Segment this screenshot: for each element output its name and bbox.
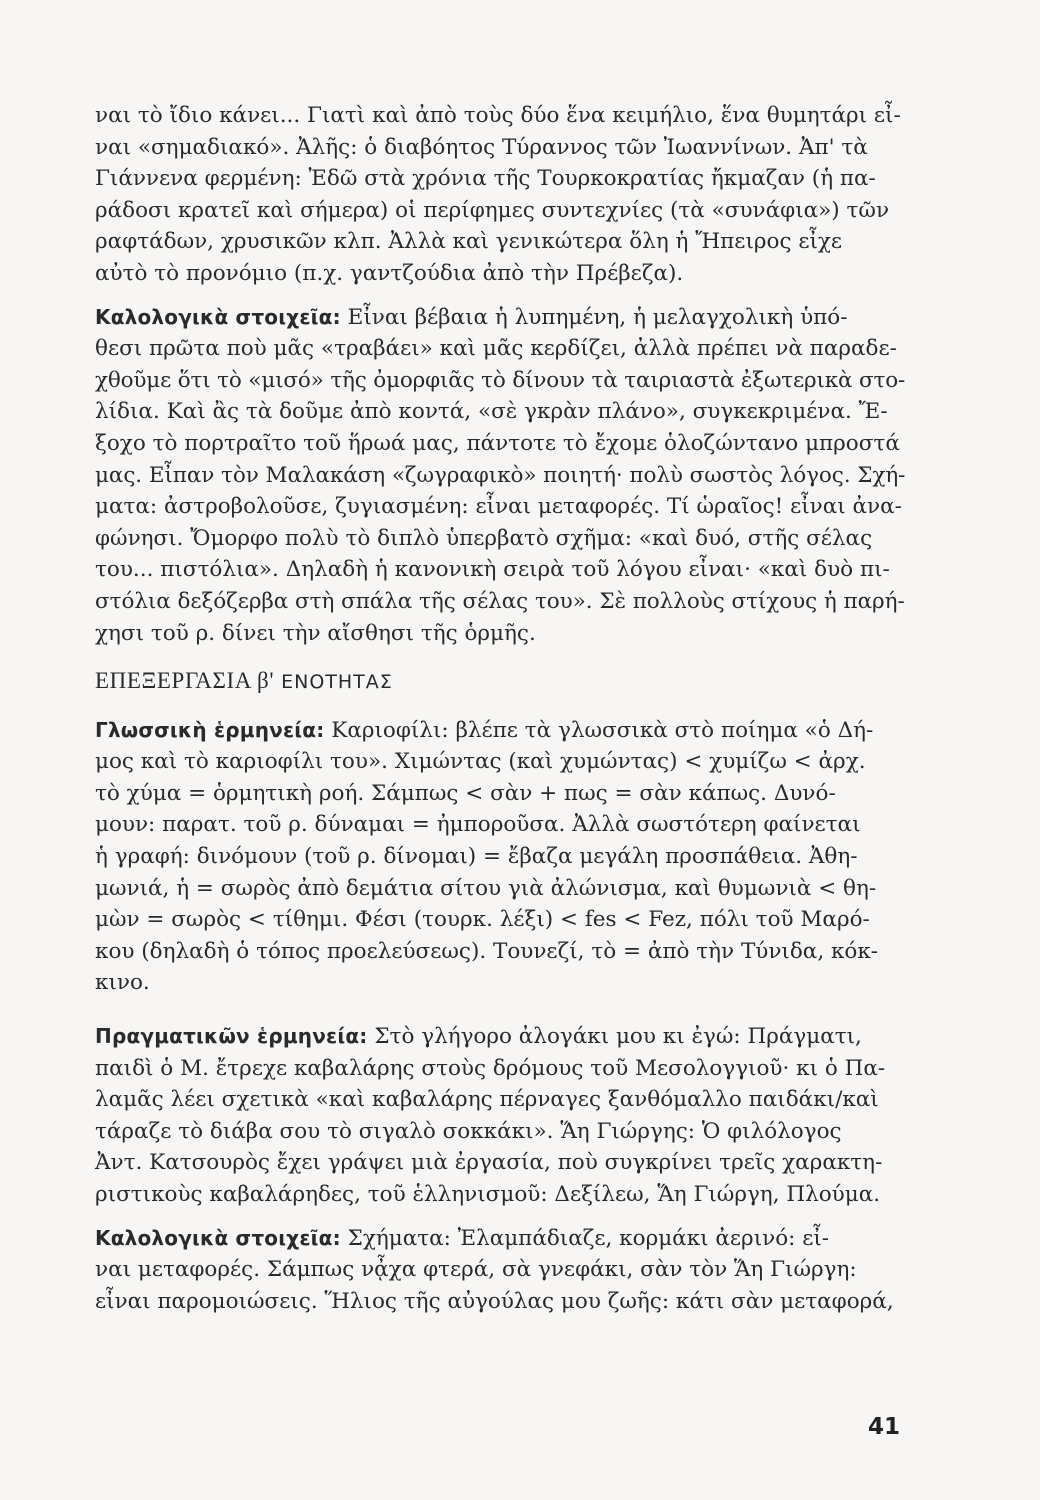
text-line: ναι μεταφορές. Σάμπως νᾆχα φτερά, σὰ γνεφάκι, σὰν τὸν Ἅη Γιώργη: [95, 1257, 857, 1283]
paragraph-4 [95, 1021, 905, 1211]
text-line [95, 302, 905, 334]
text-run: Εἶναι βέβαια ἡ λυπημένη, ἡ μελαγχολικὴ ὑπό- [340, 304, 848, 330]
paragraph-5 [95, 1223, 905, 1318]
text-run: Στὸ γλήγορο ἀλογάκι μου κι ἐγώ: Πράγματι, [367, 1024, 862, 1050]
text-line: Γιάννενα φερμένη: Ἐδῶ στὰ χρόνια τῆς Τουρκοκρατίας ἤκμαζαν (ἡ πα- [95, 166, 876, 192]
text-line: ράδοσι κρατεῖ καὶ σήμερα) οἱ περίφημες συντεχνίες (τὰ «συνάφια») τῶν [95, 197, 890, 223]
text-line: αὐτὸ τὸ προνόμιο (π.χ. γαντζούδια ἀπὸ τὴν Πρέβεζα). [95, 260, 684, 286]
text-line [95, 715, 905, 747]
paragraph-heading: Καλολογικὰ στοιχεῖα: [95, 1225, 341, 1250]
text-line: ναι «σημαδιακό». Ἀλῆς: ὁ διαβόητος Τύραννος τῶν Ἰωαννίνων. Ἀπ' τὰ [95, 134, 868, 160]
text-line [95, 1021, 905, 1053]
text-line: ριστικοὺς καβαλάρηδες, τοῦ ἑλληνισμοῦ: Δεξίλεω, Ἅη Γιώργη, Πλούμα. [95, 1182, 881, 1207]
text-line: μουν: παρατ. τοῦ ρ. δύναμαι = ἠμποροῦσα. Ἀλλὰ σωστότερη φαίνεται [95, 812, 861, 838]
text-line: κινο. [95, 970, 150, 996]
text-line: κου (δηλαδὴ ὁ τόπος προελεύσεως). Τουνεζί, τὸ = ἀπὸ τὴν Τύνιδα, κόκ- [95, 938, 879, 964]
text-line: εἶναι παρομοιώσεις. Ἥλιος τῆς αὐγούλας μου ζωῆς: κάτι σὰν μεταφορά, [95, 1288, 894, 1314]
text-line: ραφτάδων, χρυσικῶν κλπ. Ἀλλὰ καὶ γενικώτερα ὅλη ἡ Ἤπειρος εἶχε [95, 229, 843, 255]
text-line: ναι τὸ ἴδιο κάνει... Γιατὶ καὶ ἀπὸ τοὺς δύο ἕνα κειμήλιο, ἕνα θυμητάρι εἶ- [95, 103, 901, 128]
text-line: μος καὶ τὸ καριοφίλι του». Χιμώντας (καὶ χυμώντας) < χυμίζω < ἀρχ. [95, 749, 866, 775]
text-line: θεσι πρῶτα ποὺ μᾶς «τραβάει» καὶ μᾶς κερδίζει, ἀλλὰ πρέπει νὰ παραδε- [95, 336, 897, 362]
text-line: χθοῦμε ὅτι τὸ «μισό» τῆς ὀμορφιᾶς τὸ δίνουν τὰ ταιριαστὰ ἐξωτερικὰ στο- [95, 367, 906, 393]
paragraph-2 [95, 302, 905, 650]
page-number: 41 [867, 1414, 900, 1440]
paragraph-1 [95, 100, 905, 290]
text-line: λαμᾶς λέει σχετικὰ «καὶ καβαλάρης πέρναγες ξανθόμαλλο παιδάκι/καὶ [95, 1087, 879, 1113]
text-line: λίδια. Καὶ ἂς τὰ δοῦμε ἀπὸ κοντά, «σὲ γκρὰν πλάνο», συγκεκριμένα. Ἔ- [95, 399, 888, 425]
text-line: μωνιά, ἡ = σωρὸς ἀπὸ δεμάτια σίτου γιὰ ἀλώνισμα, καὶ θυμωνιὰ < θη- [95, 875, 877, 901]
text-line: φώνησι. Ὄμορφο πολὺ τὸ διπλὸ ὑπερβατὸ σχῆμα: «καὶ δυό, στῆς σέλας [95, 525, 873, 551]
text-line: Ἀντ. Κατσουρὸς ἔχει γράψει μιὰ ἐργασία, ποὺ συγκρίνει τρεῖς χαρακτη- [95, 1150, 883, 1176]
section-title-suffix: ΕΝΟΤΗΤΑΣ [274, 671, 393, 694]
text-line: στόλια δεξόζερβα στὴ σπάλα τῆς σέλας του». Σὲ πολλοὺς στίχους ἡ παρή- [95, 588, 905, 614]
paragraph-3 [95, 715, 905, 999]
text-line: ἡ γραφή: δινόμουν (τοῦ ρ. δίνομαι) = ἔβαζα μεγάλη προσπάθεια. Ἀθη- [95, 844, 858, 870]
text-line: μας. Εἶπαν τὸν Μαλακάση «ζωγραφικὸ» ποιητή· πολὺ σωστὸς λόγος. Σχή- [95, 462, 906, 488]
text-line: ματα: ἀστροβολοῦσε, ζυγιασμένη: εἶναι μεταφορές. Τί ὡραῖος! εἶναι ἀνα- [95, 494, 902, 520]
section-title-main: ΕΠΕΞΕΡΓΑΣΙΑ β' [95, 668, 275, 694]
text-line: χησι τοῦ ρ. δίνει τὴν αἴσθησι τῆς ὁρμῆς. [95, 620, 536, 646]
paragraph-heading: Πραγματικῶν ἑρμηνεία: [95, 1024, 368, 1049]
section-title [95, 665, 905, 699]
text-line: τὸ χύμα = ὁρμητικὴ ροή. Σάμπως < σὰν + πως = σὰν κάπως. Δυνό- [95, 780, 836, 806]
paragraph-heading: Καλολογικὰ στοιχεῖα: [95, 304, 341, 329]
text-line: τάραζε τὸ διάβα σου τὸ σιγαλὸ σοκκάκι». Ἅη Γιώργης: Ὁ φιλόλογος [95, 1118, 842, 1144]
text-line: του... πιστόλια». Δηλαδὴ ἡ κανονικὴ σειρὰ τοῦ λόγου εἶναι· «καὶ δυὸ πι- [95, 557, 890, 583]
text-run: Σχήματα: Ἐλαμπάδιαζε, κορμάκι ἀερινό: εἶ- [340, 1225, 830, 1251]
text-run: Καριοφίλι: βλέπε τὰ γλωσσικὰ στὸ ποίημα «ὁ Δή- [324, 717, 874, 743]
text-line: παιδὶ ὁ Μ. ἔτρεχε καβαλάρης στοὺς δρόμους τοῦ Μεσολογγιοῦ· κι ὁ Πα- [95, 1055, 886, 1081]
text-line [95, 1223, 905, 1255]
text-line: ξοχο τὸ πορτραῖτο τοῦ ἥρωά μας, πάντοτε τὸ ἔχομε ὁλοζώντανο μπροστά [95, 430, 900, 456]
text-line: μὼν = σωρὸς < τίθημι. Φέσι (τουρκ. λέξι) < fes < Fez, πόλι τοῦ Μαρό- [95, 907, 870, 933]
paragraph-heading: Γλωσσικὴ ἑρμηνεία: [95, 717, 325, 742]
page-body [95, 100, 905, 1317]
